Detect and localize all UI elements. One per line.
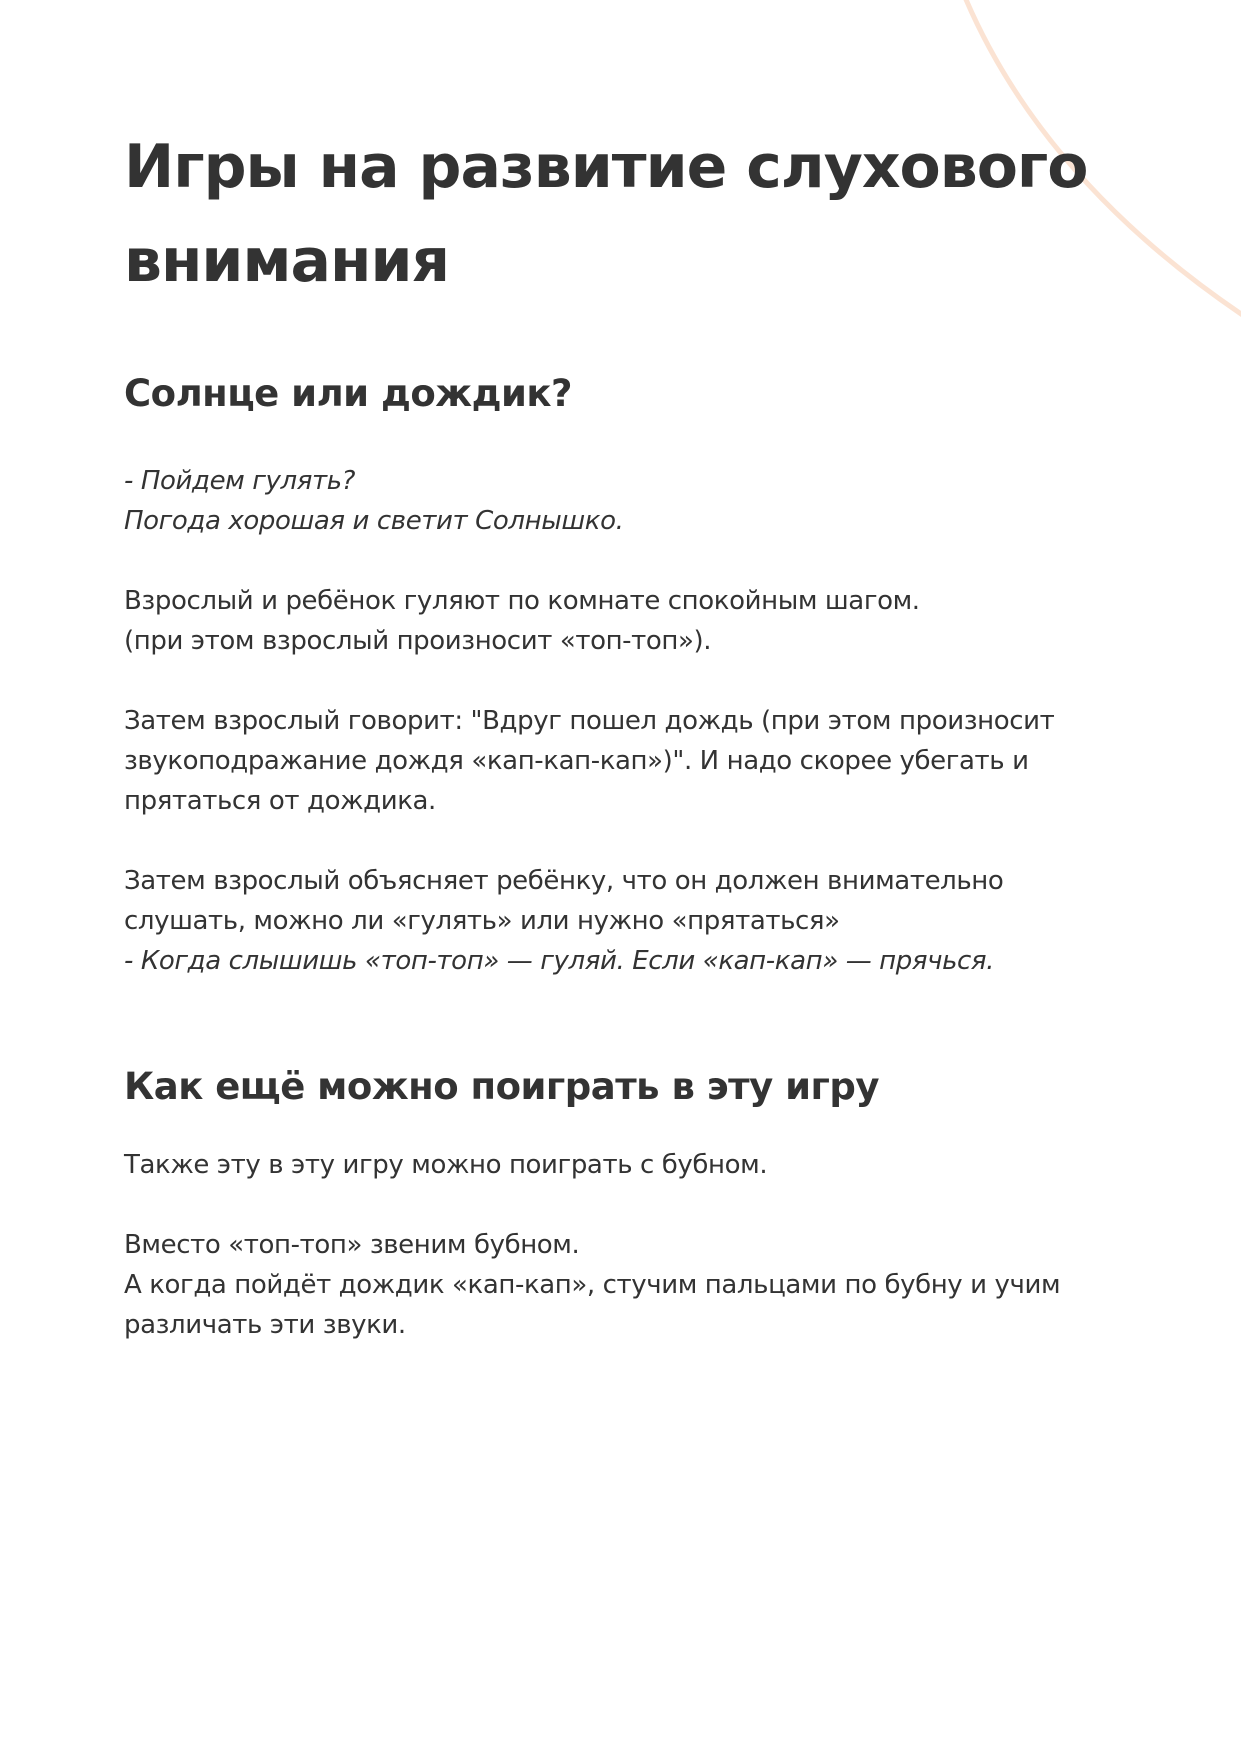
- intro-line-2: Погода хорошая и светит Солнышко.: [124, 506, 624, 536]
- paragraph-walk: [124, 581, 1124, 661]
- paragraph-walk-line-1: Взрослый и ребёнок гуляют по комнате спокойным шагом.: [124, 586, 920, 616]
- page-title-line-2: внимания: [124, 226, 450, 296]
- section-heading-sun-or-rain: Солнце или дождик?: [124, 372, 572, 415]
- paragraph-tambourine-line: Также эту в эту игру можно поиграть с бубном.: [124, 1150, 768, 1180]
- section-heading-variation: Как ещё можно поиграть в эту игру: [124, 1065, 879, 1108]
- page-title: [124, 120, 1124, 308]
- paragraph-rain-line-1: Затем взрослый говорит: "Вдруг пошел дождь (при этом произносит: [124, 706, 1055, 736]
- paragraph-explain: [124, 861, 1124, 981]
- page-title-line-1: Игры на развитие слухового: [124, 132, 1088, 202]
- intro-dialogue: [124, 461, 1124, 541]
- paragraph-tambourine-line-3: различать эти звуки.: [124, 1310, 406, 1340]
- intro-line-1: - Пойдем гулять?: [124, 466, 356, 496]
- paragraph-explain-line-1: Затем взрослый объясняет ребёнку, что он должен внимательно: [124, 866, 1004, 896]
- paragraph-rain: [124, 701, 1124, 821]
- paragraph-explain-line-2: слушать, можно ли «гулять» или нужно «прятаться»: [124, 906, 840, 936]
- paragraph-tambourine-instructions: [124, 1225, 1124, 1345]
- paragraph-tambourine-line-2: А когда пойдёт дождик «кап-кап», стучим пальцами по бубну и учим: [124, 1270, 1061, 1300]
- paragraph-tambourine-line-1: Вместо «топ-топ» звеним бубном.: [124, 1230, 580, 1260]
- paragraph-explain-rule: - Когда слышишь «топ-топ» — гуляй. Если «кап-кап» — прячься.: [124, 946, 995, 976]
- document-page: [124, 120, 1124, 1345]
- paragraph-tambourine: [124, 1145, 1124, 1185]
- paragraph-rain-line-2: звукоподражание дождя «кап-кап-кап»)". И надо скорее убегать и: [124, 746, 1029, 776]
- paragraph-rain-line-3: прятаться от дождика.: [124, 786, 436, 816]
- paragraph-walk-line-2: (при этом взрослый произносит «топ-топ»).: [124, 626, 712, 656]
